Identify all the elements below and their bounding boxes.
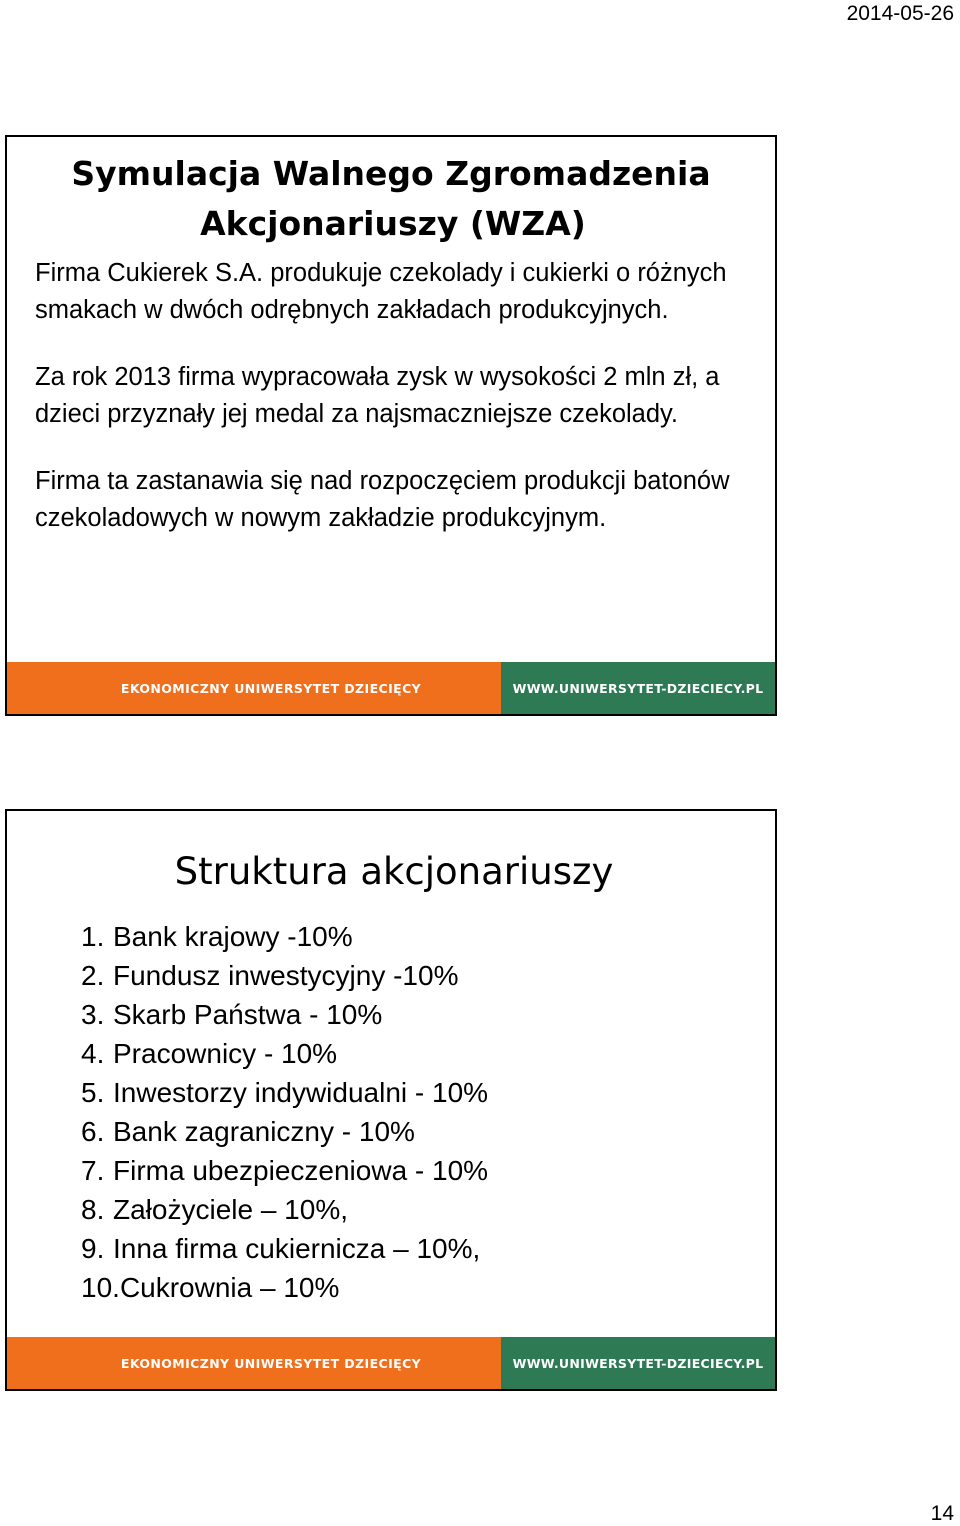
list-item-text: Skarb Państwa - 10% [113, 999, 383, 1030]
list-item-number: 7. [81, 1155, 105, 1186]
list-item-number: 3. [81, 999, 105, 1030]
list-item [81, 956, 488, 995]
footer-university-name: EKONOMICZNY UNIWERSYTET DZIECIĘCY [7, 662, 501, 714]
page-number: 14 [930, 1502, 954, 1525]
list-item [81, 1034, 488, 1073]
paragraph-company-intro: Firma Cukierek S.A. produkuje czekolady i cukierki o różnych smakach w dwóch odrębnych zakładach produkcyjnych. [35, 259, 727, 324]
footer-university-name: EKONOMICZNY UNIWERSYTET DZIECIĘCY [7, 1337, 501, 1389]
slide-wza-simulation [5, 135, 777, 716]
footer-website-link[interactable]: WWW.UNIWERSYTET-DZIECIECY.PL [501, 662, 775, 714]
slide-title: Struktura akcjonariuszy [174, 850, 614, 893]
slide-title-line-2: Akcjonariuszy (WZA) [200, 204, 586, 243]
paragraph-new-plant: Firma ta zastanawia się nad rozpoczęciem produkcji batonów czekoladowych w nowym zakładzie produkcyjnym. [35, 467, 730, 532]
list-item-text: Pracownicy - 10% [113, 1038, 338, 1069]
list-item [81, 1229, 488, 1268]
list-item-number: 5. [81, 1077, 105, 1108]
slide-footer [7, 1337, 775, 1389]
slide-body [35, 255, 765, 567]
slide-shareholder-structure [5, 809, 777, 1391]
list-item-number: 2. [81, 960, 105, 991]
list-item-text: Cukrownia – 10% [119, 1272, 340, 1303]
page-date: 2014-05-26 [846, 2, 954, 25]
slide-footer [7, 662, 775, 714]
list-item [81, 1151, 488, 1190]
list-item-text: Bank krajowy -10% [113, 921, 353, 952]
list-item-text: Firma ubezpieczeniowa - 10% [113, 1155, 489, 1186]
list-item [81, 1112, 488, 1151]
list-item-number: 8. [81, 1194, 105, 1225]
list-item [81, 1268, 488, 1307]
list-item [81, 1190, 488, 1229]
list-item-text: Założyciele – 10%, [113, 1194, 349, 1225]
list-item-number: 6. [81, 1116, 105, 1147]
list-item-number: 1. [81, 921, 105, 952]
list-item-number: 9. [81, 1233, 105, 1264]
footer-website-link[interactable]: WWW.UNIWERSYTET-DZIECIECY.PL [501, 1337, 775, 1389]
list-item-number: 10. [81, 1272, 120, 1303]
list-item-text: Bank zagraniczny - 10% [113, 1116, 415, 1147]
list-item-text: Inwestorzy indywidualni - 10% [113, 1077, 489, 1108]
list-item-number: 4. [81, 1038, 105, 1069]
list-item-text: Inna firma cukiernicza – 10%, [113, 1233, 481, 1264]
list-item [81, 995, 488, 1034]
paragraph-profit: Za rok 2013 firma wypracowała zysk w wysokości 2 mln zł, a dzieci przyznały jej medal za najsmaczniejsze czekolady. [35, 363, 720, 428]
list-item [81, 1073, 488, 1112]
slide-title [7, 149, 775, 249]
slide-title-line-1: Symulacja Walnego Zgromadzenia [71, 154, 711, 193]
list-item [81, 917, 488, 956]
list-item-text: Fundusz inwestycyjny -10% [113, 960, 459, 991]
shareholder-list [81, 917, 488, 1307]
